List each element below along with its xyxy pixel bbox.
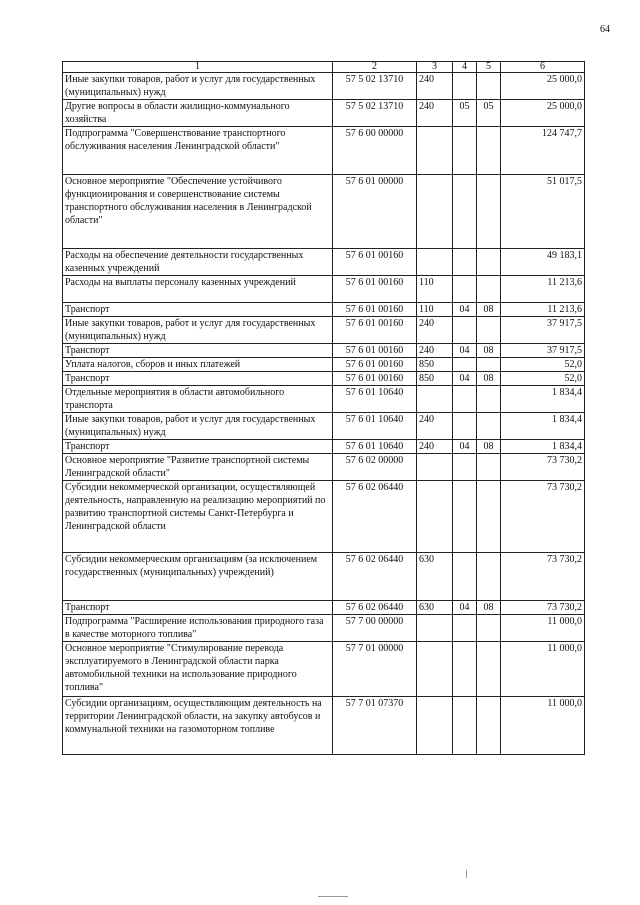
cell-section: 04 — [453, 303, 477, 317]
cell-amount: 52,0 — [501, 358, 585, 372]
cell-section — [453, 697, 477, 755]
table-row — [63, 413, 585, 440]
cell-name: Транспорт — [63, 372, 333, 386]
cell-name: Иные закупки товаров, работ и услуг для государственных (муниципальных) нужд — [63, 317, 333, 344]
cell-kvr: 850 — [417, 358, 453, 372]
cell-amount: 52,0 — [501, 372, 585, 386]
cell-code: 57 6 00 00000 — [333, 127, 417, 175]
cell-kvr — [417, 615, 453, 642]
cell-code: 57 6 01 10640 — [333, 413, 417, 440]
page-number: 64 — [600, 24, 610, 35]
cell-code: 57 6 02 06440 — [333, 553, 417, 601]
cell-subsection — [477, 553, 501, 601]
cell-subsection — [477, 413, 501, 440]
cell-subsection — [477, 481, 501, 553]
table-row — [63, 553, 585, 601]
cell-section — [453, 553, 477, 601]
cell-section: 04 — [453, 344, 477, 358]
cell-kvr: 240 — [417, 440, 453, 454]
cell-name: Основное мероприятие "Развитие транспортной системы Ленинградской области" — [63, 454, 333, 481]
cell-subsection — [477, 697, 501, 755]
cell-amount: 37 917,5 — [501, 317, 585, 344]
cell-name: Уплата налогов, сборов и иных платежей — [63, 358, 333, 372]
cell-code: 57 7 01 00000 — [333, 642, 417, 697]
col-header-rz: 4 — [453, 62, 477, 73]
table-row — [63, 615, 585, 642]
table-row — [63, 454, 585, 481]
cell-name: Иные закупки товаров, работ и услуг для государственных (муниципальных) нужд — [63, 413, 333, 440]
table-row — [63, 276, 585, 303]
cell-amount: 1 834,4 — [501, 413, 585, 440]
cell-kvr: 240 — [417, 100, 453, 127]
cell-kvr: 850 — [417, 372, 453, 386]
cell-name: Подпрограмма "Расширение использования природного газа в качестве моторного топлива" — [63, 615, 333, 642]
cell-name: Основное мероприятие "Обеспечение устойчивого функционирования и совершенствование системы транспортного обслуживания населения в Ленинградской области" — [63, 175, 333, 249]
table-row — [63, 344, 585, 358]
cell-amount: 73 730,2 — [501, 553, 585, 601]
cell-amount: 11 213,6 — [501, 276, 585, 303]
cell-subsection — [477, 276, 501, 303]
cell-name: Субсидии некоммерческой организации, осуществляющей деятельность, направленную на реализацию мероприятий по развитию транспортной системы Санкт-Петербурга и Ленинградской области — [63, 481, 333, 553]
col-header-kvr: 3 — [417, 62, 453, 73]
cell-section — [453, 481, 477, 553]
cell-subsection — [477, 175, 501, 249]
cell-section — [453, 317, 477, 344]
cell-subsection — [477, 642, 501, 697]
budget-table — [62, 61, 585, 755]
cell-amount: 11 000,0 — [501, 697, 585, 755]
cell-name: Подпрограмма "Совершенствование транспортного обслуживания населения Ленинградской области" — [63, 127, 333, 175]
cell-amount: 11 000,0 — [501, 615, 585, 642]
table-row — [63, 100, 585, 127]
cell-code: 57 5 02 13710 — [333, 73, 417, 100]
cell-code: 57 6 02 06440 — [333, 601, 417, 615]
scan-mark-line — [318, 896, 348, 897]
cell-code: 57 6 01 00160 — [333, 276, 417, 303]
cell-code: 57 6 02 06440 — [333, 481, 417, 553]
col-header-code: 2 — [333, 62, 417, 73]
cell-amount: 37 917,5 — [501, 344, 585, 358]
table-row — [63, 127, 585, 175]
cell-subsection: 08 — [477, 303, 501, 317]
cell-amount: 124 747,7 — [501, 127, 585, 175]
table-row — [63, 303, 585, 317]
cell-section — [453, 127, 477, 175]
cell-section: 05 — [453, 100, 477, 127]
cell-kvr — [417, 481, 453, 553]
cell-section: 04 — [453, 601, 477, 615]
cell-section — [453, 249, 477, 276]
cell-section — [453, 175, 477, 249]
cell-code: 57 6 01 00000 — [333, 175, 417, 249]
cell-amount: 11 213,6 — [501, 303, 585, 317]
cell-kvr: 630 — [417, 601, 453, 615]
cell-kvr: 240 — [417, 317, 453, 344]
cell-name: Основное мероприятие "Стимулирование перевода эксплуатируемого в Ленинградской области парка автомобильной техники на использование природного топлива" — [63, 642, 333, 697]
cell-kvr — [417, 697, 453, 755]
table-row — [63, 386, 585, 413]
cell-kvr — [417, 175, 453, 249]
cell-subsection: 08 — [477, 344, 501, 358]
col-header-name: 1 — [63, 62, 333, 73]
cell-amount: 51 017,5 — [501, 175, 585, 249]
table-row — [63, 697, 585, 755]
cell-name: Субсидии организациям, осуществляющим деятельность на территории Ленинградской области, на закупку автобусов и коммунальной техники на газомоторном топливе — [63, 697, 333, 755]
cell-name: Транспорт — [63, 440, 333, 454]
cell-section — [453, 386, 477, 413]
cell-amount: 11 000,0 — [501, 642, 585, 697]
cell-code: 57 6 01 00160 — [333, 317, 417, 344]
cell-code: 57 6 01 00160 — [333, 249, 417, 276]
table-row — [63, 481, 585, 553]
cell-code: 57 6 01 00160 — [333, 303, 417, 317]
table-row — [63, 601, 585, 615]
cell-section — [453, 73, 477, 100]
cell-name: Иные закупки товаров, работ и услуг для государственных (муниципальных) нужд — [63, 73, 333, 100]
cell-amount: 1 834,4 — [501, 440, 585, 454]
cell-kvr — [417, 127, 453, 175]
cell-subsection — [477, 249, 501, 276]
cell-section — [453, 454, 477, 481]
cell-kvr: 110 — [417, 303, 453, 317]
cell-subsection — [477, 317, 501, 344]
cell-code: 57 6 01 00160 — [333, 372, 417, 386]
cell-subsection — [477, 73, 501, 100]
table-row — [63, 175, 585, 249]
cell-subsection: 08 — [477, 372, 501, 386]
cell-subsection — [477, 454, 501, 481]
cell-subsection: 08 — [477, 601, 501, 615]
cell-name: Расходы на обеспечение деятельности государственных казенных учреждений — [63, 249, 333, 276]
cell-section — [453, 358, 477, 372]
cell-code: 57 7 01 07370 — [333, 697, 417, 755]
cell-code: 57 6 01 00160 — [333, 358, 417, 372]
cell-amount: 73 730,2 — [501, 454, 585, 481]
cell-kvr — [417, 454, 453, 481]
col-header-sum: 6 — [501, 62, 585, 73]
cell-kvr: 630 — [417, 553, 453, 601]
cell-subsection: 08 — [477, 440, 501, 454]
cell-subsection — [477, 386, 501, 413]
cell-amount: 73 730,2 — [501, 601, 585, 615]
cell-kvr: 240 — [417, 413, 453, 440]
cell-section — [453, 413, 477, 440]
cell-code: 57 7 00 00000 — [333, 615, 417, 642]
cell-kvr — [417, 249, 453, 276]
cell-kvr: 240 — [417, 73, 453, 100]
cell-name: Расходы на выплаты персоналу казенных учреждений — [63, 276, 333, 303]
cell-kvr — [417, 642, 453, 697]
cell-name: Транспорт — [63, 344, 333, 358]
table-row — [63, 317, 585, 344]
cell-section — [453, 615, 477, 642]
cell-amount: 25 000,0 — [501, 73, 585, 100]
cell-subsection: 05 — [477, 100, 501, 127]
cell-section — [453, 642, 477, 697]
table-row — [63, 642, 585, 697]
table-row — [63, 249, 585, 276]
table-row — [63, 73, 585, 100]
cell-amount: 1 834,4 — [501, 386, 585, 413]
scan-mark-line — [466, 870, 467, 878]
cell-code: 57 6 01 00160 — [333, 344, 417, 358]
cell-amount: 25 000,0 — [501, 100, 585, 127]
col-header-pr: 5 — [477, 62, 501, 73]
cell-code: 57 6 01 10640 — [333, 440, 417, 454]
table-row — [63, 440, 585, 454]
cell-amount: 49 183,1 — [501, 249, 585, 276]
cell-code: 57 6 02 00000 — [333, 454, 417, 481]
header-row — [63, 62, 585, 73]
cell-kvr: 240 — [417, 344, 453, 358]
table-row — [63, 358, 585, 372]
cell-name: Другие вопросы в области жилищно-коммунального хозяйства — [63, 100, 333, 127]
cell-name: Субсидии некоммерческим организациям (за исключением государственных (муниципальных) учреждений) — [63, 553, 333, 601]
cell-code: 57 6 01 10640 — [333, 386, 417, 413]
cell-name: Транспорт — [63, 601, 333, 615]
cell-kvr — [417, 386, 453, 413]
cell-subsection — [477, 127, 501, 175]
cell-amount: 73 730,2 — [501, 481, 585, 553]
cell-subsection — [477, 615, 501, 642]
table-row — [63, 372, 585, 386]
cell-code: 57 5 02 13710 — [333, 100, 417, 127]
cell-kvr: 110 — [417, 276, 453, 303]
cell-subsection — [477, 358, 501, 372]
cell-section: 04 — [453, 372, 477, 386]
cell-name: Отдельные мероприятия в области автомобильного транспорта — [63, 386, 333, 413]
cell-section — [453, 276, 477, 303]
cell-section: 04 — [453, 440, 477, 454]
cell-name: Транспорт — [63, 303, 333, 317]
